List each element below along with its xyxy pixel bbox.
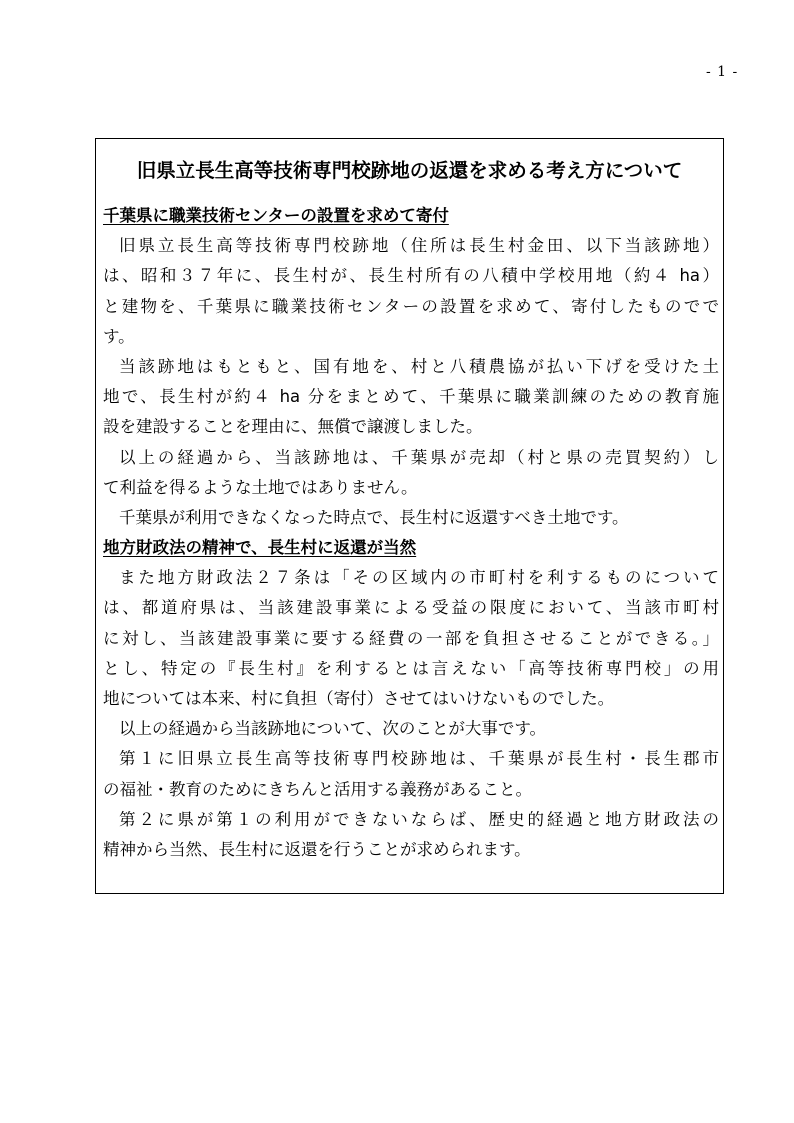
paragraph-line: す。	[103, 326, 135, 346]
document-frame	[95, 138, 724, 894]
paragraph-line: と建物を、千葉県に職業技術センターの設置を求めて、寄付したものでで	[103, 296, 719, 316]
paragraph-line: 当該跡地はもともと、国有地を、村と八積農協が払い下げを受けた土	[119, 356, 720, 376]
paragraph-line: 第２に県が第１の利用ができないならば、歴史的経過と地方財政法の	[119, 809, 719, 829]
page-number: - 1 -	[706, 64, 739, 80]
document-title: 旧県立長生高等技術専門校跡地の返還を求める考え方について	[136, 159, 683, 182]
paragraph-line: に対し、当該建設事業に要する経費の一部を負担させることができる。」	[103, 628, 719, 648]
paragraph-line: 以上の経過から当該跡地について、次のことが大事です。	[119, 719, 547, 739]
paragraph-line: 旧県立長生高等技術専門校跡地（住所は長生村金田、以下当該跡地）	[119, 236, 719, 256]
paragraph-line: 設を建設することを理由に、無償で譲渡しました。	[103, 417, 483, 437]
section-heading-local-finance-law: 地方財政法の精神で、長生村に返還が当然	[103, 538, 417, 558]
paragraph-line: 精神から当然、長生村に返還を行うことが求められます。	[103, 839, 531, 859]
paragraph-line: て利益を得るような土地ではありません。	[103, 477, 418, 497]
paragraph-line: は、都道府県は、当該建設事業による受益の限度において、当該市町村	[103, 598, 719, 618]
paragraph-line: 以上の経過から、当該跡地は、千葉県が売却（村と県の売買契約）し	[119, 447, 720, 467]
paragraph-line: とし、特定の『長生村』を利するとは言えない「高等技術専門校」の用	[103, 658, 719, 678]
paragraph-line: は、昭和３７年に、長生村が、長生村所有の八積中学校用地（約４ ha）	[103, 266, 719, 286]
paragraph-line: 地で、長生村が約４ ha 分をまとめて、千葉県に職業訓練のための教育施	[103, 387, 719, 407]
section-heading-donation: 千葉県に職業技術センターの設置を求めて寄付	[103, 206, 449, 225]
document-body	[103, 201, 719, 865]
paragraph-line: 第１に旧県立長生高等技術専門校跡地は、千葉県が長生村・長生郡市	[119, 749, 720, 769]
paragraph-line: の福祉・教育のためにきちんと活用する義務があること。	[103, 779, 532, 799]
paragraph-line: また地方財政法２７条は「その区域内の市町村を利するものについて	[119, 568, 719, 588]
paragraph-line: 地については本来、村に負担（寄付）させてはいけないものでした。	[103, 689, 615, 708]
paragraph-line: 千葉県が利用できなくなった時点で、長生村に返還すべき土地です。	[119, 507, 629, 527]
